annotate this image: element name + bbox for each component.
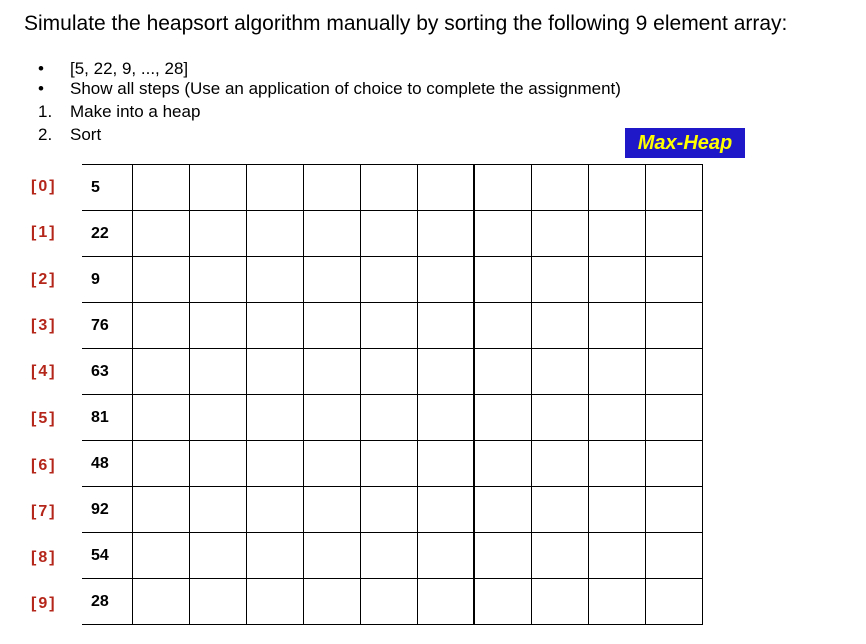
index-label: [3] bbox=[31, 317, 57, 334]
value-cell: 63 bbox=[82, 349, 132, 395]
grid-cell[interactable] bbox=[132, 257, 189, 303]
grid-cell[interactable] bbox=[531, 349, 588, 395]
grid-cell[interactable] bbox=[189, 165, 246, 211]
grid-cell[interactable] bbox=[303, 303, 360, 349]
index-label: [9] bbox=[31, 595, 57, 612]
grid-cell[interactable] bbox=[132, 533, 189, 579]
grid-cell[interactable] bbox=[474, 349, 531, 395]
grid-cell[interactable] bbox=[132, 165, 189, 211]
grid-cell[interactable] bbox=[303, 165, 360, 211]
grid-cell[interactable] bbox=[189, 211, 246, 257]
grid-cell[interactable] bbox=[189, 349, 246, 395]
grid-cell[interactable] bbox=[474, 487, 531, 533]
grid-cell[interactable] bbox=[303, 533, 360, 579]
grid-cell[interactable] bbox=[360, 303, 417, 349]
grid-cell[interactable] bbox=[417, 211, 474, 257]
table-row bbox=[82, 211, 702, 257]
grid-cell[interactable] bbox=[189, 533, 246, 579]
grid-cell[interactable] bbox=[588, 257, 645, 303]
heap-grid bbox=[82, 164, 703, 625]
max-heap-badge: Max-Heap bbox=[625, 128, 745, 158]
grid-cell[interactable] bbox=[246, 395, 303, 441]
grid-cell[interactable] bbox=[303, 349, 360, 395]
grid-cell[interactable] bbox=[246, 257, 303, 303]
grid-cell[interactable] bbox=[645, 211, 702, 257]
step-sort: Sort bbox=[70, 125, 102, 144]
grid-cell[interactable] bbox=[303, 487, 360, 533]
grid-cell[interactable] bbox=[360, 257, 417, 303]
grid-cell[interactable] bbox=[189, 579, 246, 625]
grid-cell[interactable] bbox=[588, 303, 645, 349]
grid-cell[interactable] bbox=[645, 487, 702, 533]
grid-cell[interactable] bbox=[132, 579, 189, 625]
grid-cell[interactable] bbox=[417, 257, 474, 303]
grid-cell[interactable] bbox=[360, 395, 417, 441]
grid-cell[interactable] bbox=[588, 579, 645, 625]
grid-cell[interactable] bbox=[645, 349, 702, 395]
value-cell: 5 bbox=[82, 165, 132, 211]
table-row bbox=[82, 349, 702, 395]
grid-cell[interactable] bbox=[189, 487, 246, 533]
grid-cell[interactable] bbox=[474, 395, 531, 441]
grid-cell[interactable] bbox=[360, 441, 417, 487]
grid-cell[interactable] bbox=[531, 487, 588, 533]
index-label: [0] bbox=[31, 178, 57, 195]
grid-cell[interactable] bbox=[246, 349, 303, 395]
grid-cell[interactable] bbox=[588, 165, 645, 211]
grid-cell[interactable] bbox=[417, 441, 474, 487]
grid-cell[interactable] bbox=[588, 441, 645, 487]
grid-cell[interactable] bbox=[132, 441, 189, 487]
index-label: [5] bbox=[31, 410, 57, 427]
grid-cell[interactable] bbox=[246, 579, 303, 625]
grid-cell[interactable] bbox=[132, 303, 189, 349]
grid-cell[interactable] bbox=[645, 395, 702, 441]
value-cell: 92 bbox=[82, 487, 132, 533]
step-number: 2. bbox=[38, 125, 53, 144]
grid-cell[interactable] bbox=[303, 579, 360, 625]
value-cell: 22 bbox=[82, 211, 132, 257]
value-cell: 9 bbox=[82, 257, 132, 303]
grid-cell[interactable] bbox=[645, 441, 702, 487]
grid-cell[interactable] bbox=[246, 441, 303, 487]
grid-cell[interactable] bbox=[360, 579, 417, 625]
assignment-title: Simulate the heapsort algorithm manually by sorting the following 9 element array: bbox=[24, 12, 788, 35]
grid-cell[interactable] bbox=[417, 579, 474, 625]
grid-cell[interactable] bbox=[531, 533, 588, 579]
grid-cell[interactable] bbox=[474, 165, 531, 211]
grid-cell[interactable] bbox=[645, 257, 702, 303]
grid-cell[interactable] bbox=[246, 165, 303, 211]
value-cell: 76 bbox=[82, 303, 132, 349]
grid-cell[interactable] bbox=[417, 165, 474, 211]
grid-cell[interactable] bbox=[360, 165, 417, 211]
grid-cell[interactable] bbox=[189, 303, 246, 349]
table-row bbox=[82, 441, 702, 487]
index-label: [1] bbox=[31, 224, 57, 241]
grid-cell[interactable] bbox=[588, 395, 645, 441]
grid-cell[interactable] bbox=[588, 211, 645, 257]
grid-cell[interactable] bbox=[531, 257, 588, 303]
grid-cell[interactable] bbox=[531, 211, 588, 257]
grid-cell[interactable] bbox=[132, 487, 189, 533]
grid-cell[interactable] bbox=[246, 533, 303, 579]
index-label: [2] bbox=[31, 271, 57, 288]
grid-cell[interactable] bbox=[189, 395, 246, 441]
grid-cell[interactable] bbox=[189, 441, 246, 487]
grid-cell[interactable] bbox=[588, 533, 645, 579]
bullet-marker: • bbox=[38, 59, 44, 78]
index-label: [4] bbox=[31, 363, 57, 380]
grid-cell[interactable] bbox=[360, 349, 417, 395]
grid-cell[interactable] bbox=[417, 533, 474, 579]
grid-cell[interactable] bbox=[303, 441, 360, 487]
index-label: [6] bbox=[31, 457, 57, 474]
grid-cell[interactable] bbox=[474, 257, 531, 303]
bullet-marker: • bbox=[38, 79, 44, 98]
table-row bbox=[82, 395, 702, 441]
grid-cell[interactable] bbox=[246, 303, 303, 349]
grid-cell[interactable] bbox=[531, 303, 588, 349]
grid-cell[interactable] bbox=[303, 395, 360, 441]
grid-cell[interactable] bbox=[531, 165, 588, 211]
table-row bbox=[82, 533, 702, 579]
table-row bbox=[82, 487, 702, 533]
grid-cell[interactable] bbox=[132, 395, 189, 441]
grid-cell[interactable] bbox=[417, 487, 474, 533]
grid-cell[interactable] bbox=[474, 303, 531, 349]
grid-cell[interactable] bbox=[474, 441, 531, 487]
value-cell: 48 bbox=[82, 441, 132, 487]
grid-cell[interactable] bbox=[360, 487, 417, 533]
grid-cell[interactable] bbox=[474, 579, 531, 625]
table-row bbox=[82, 257, 702, 303]
grid-cell[interactable] bbox=[246, 487, 303, 533]
grid-cell[interactable] bbox=[417, 349, 474, 395]
grid-cell[interactable] bbox=[246, 211, 303, 257]
grid-cell[interactable] bbox=[588, 349, 645, 395]
grid-cell[interactable] bbox=[474, 533, 531, 579]
grid-cell[interactable] bbox=[189, 257, 246, 303]
value-cell: 28 bbox=[82, 579, 132, 625]
grid-cell[interactable] bbox=[474, 211, 531, 257]
grid-cell[interactable] bbox=[132, 349, 189, 395]
grid-cell[interactable] bbox=[645, 165, 702, 211]
grid-cell[interactable] bbox=[360, 211, 417, 257]
step-number: 1. bbox=[38, 102, 53, 121]
grid-cell[interactable] bbox=[531, 441, 588, 487]
value-cell: 81 bbox=[82, 395, 132, 441]
grid-cell[interactable] bbox=[645, 303, 702, 349]
grid-cell[interactable] bbox=[588, 487, 645, 533]
table-row bbox=[82, 165, 702, 211]
grid-cell[interactable] bbox=[531, 395, 588, 441]
step-make-heap: Make into a heap bbox=[70, 102, 201, 121]
grid-cell[interactable] bbox=[360, 533, 417, 579]
table-row bbox=[82, 303, 702, 349]
index-label: [7] bbox=[31, 503, 57, 520]
bullet-show-steps: Show all steps (Use an application of choice to complete the assignment) bbox=[70, 79, 621, 98]
bullet-array: [5, 22, 9, ..., 28] bbox=[70, 59, 189, 78]
value-cell: 54 bbox=[82, 533, 132, 579]
grid-cell[interactable] bbox=[645, 579, 702, 625]
grid-cell[interactable] bbox=[417, 303, 474, 349]
table-row bbox=[82, 579, 702, 625]
grid-cell[interactable] bbox=[303, 211, 360, 257]
index-label: [8] bbox=[31, 549, 57, 566]
grid-cell[interactable] bbox=[531, 579, 588, 625]
grid-cell[interactable] bbox=[132, 211, 189, 257]
grid-cell[interactable] bbox=[417, 395, 474, 441]
grid-cell[interactable] bbox=[645, 533, 702, 579]
grid-cell[interactable] bbox=[303, 257, 360, 303]
